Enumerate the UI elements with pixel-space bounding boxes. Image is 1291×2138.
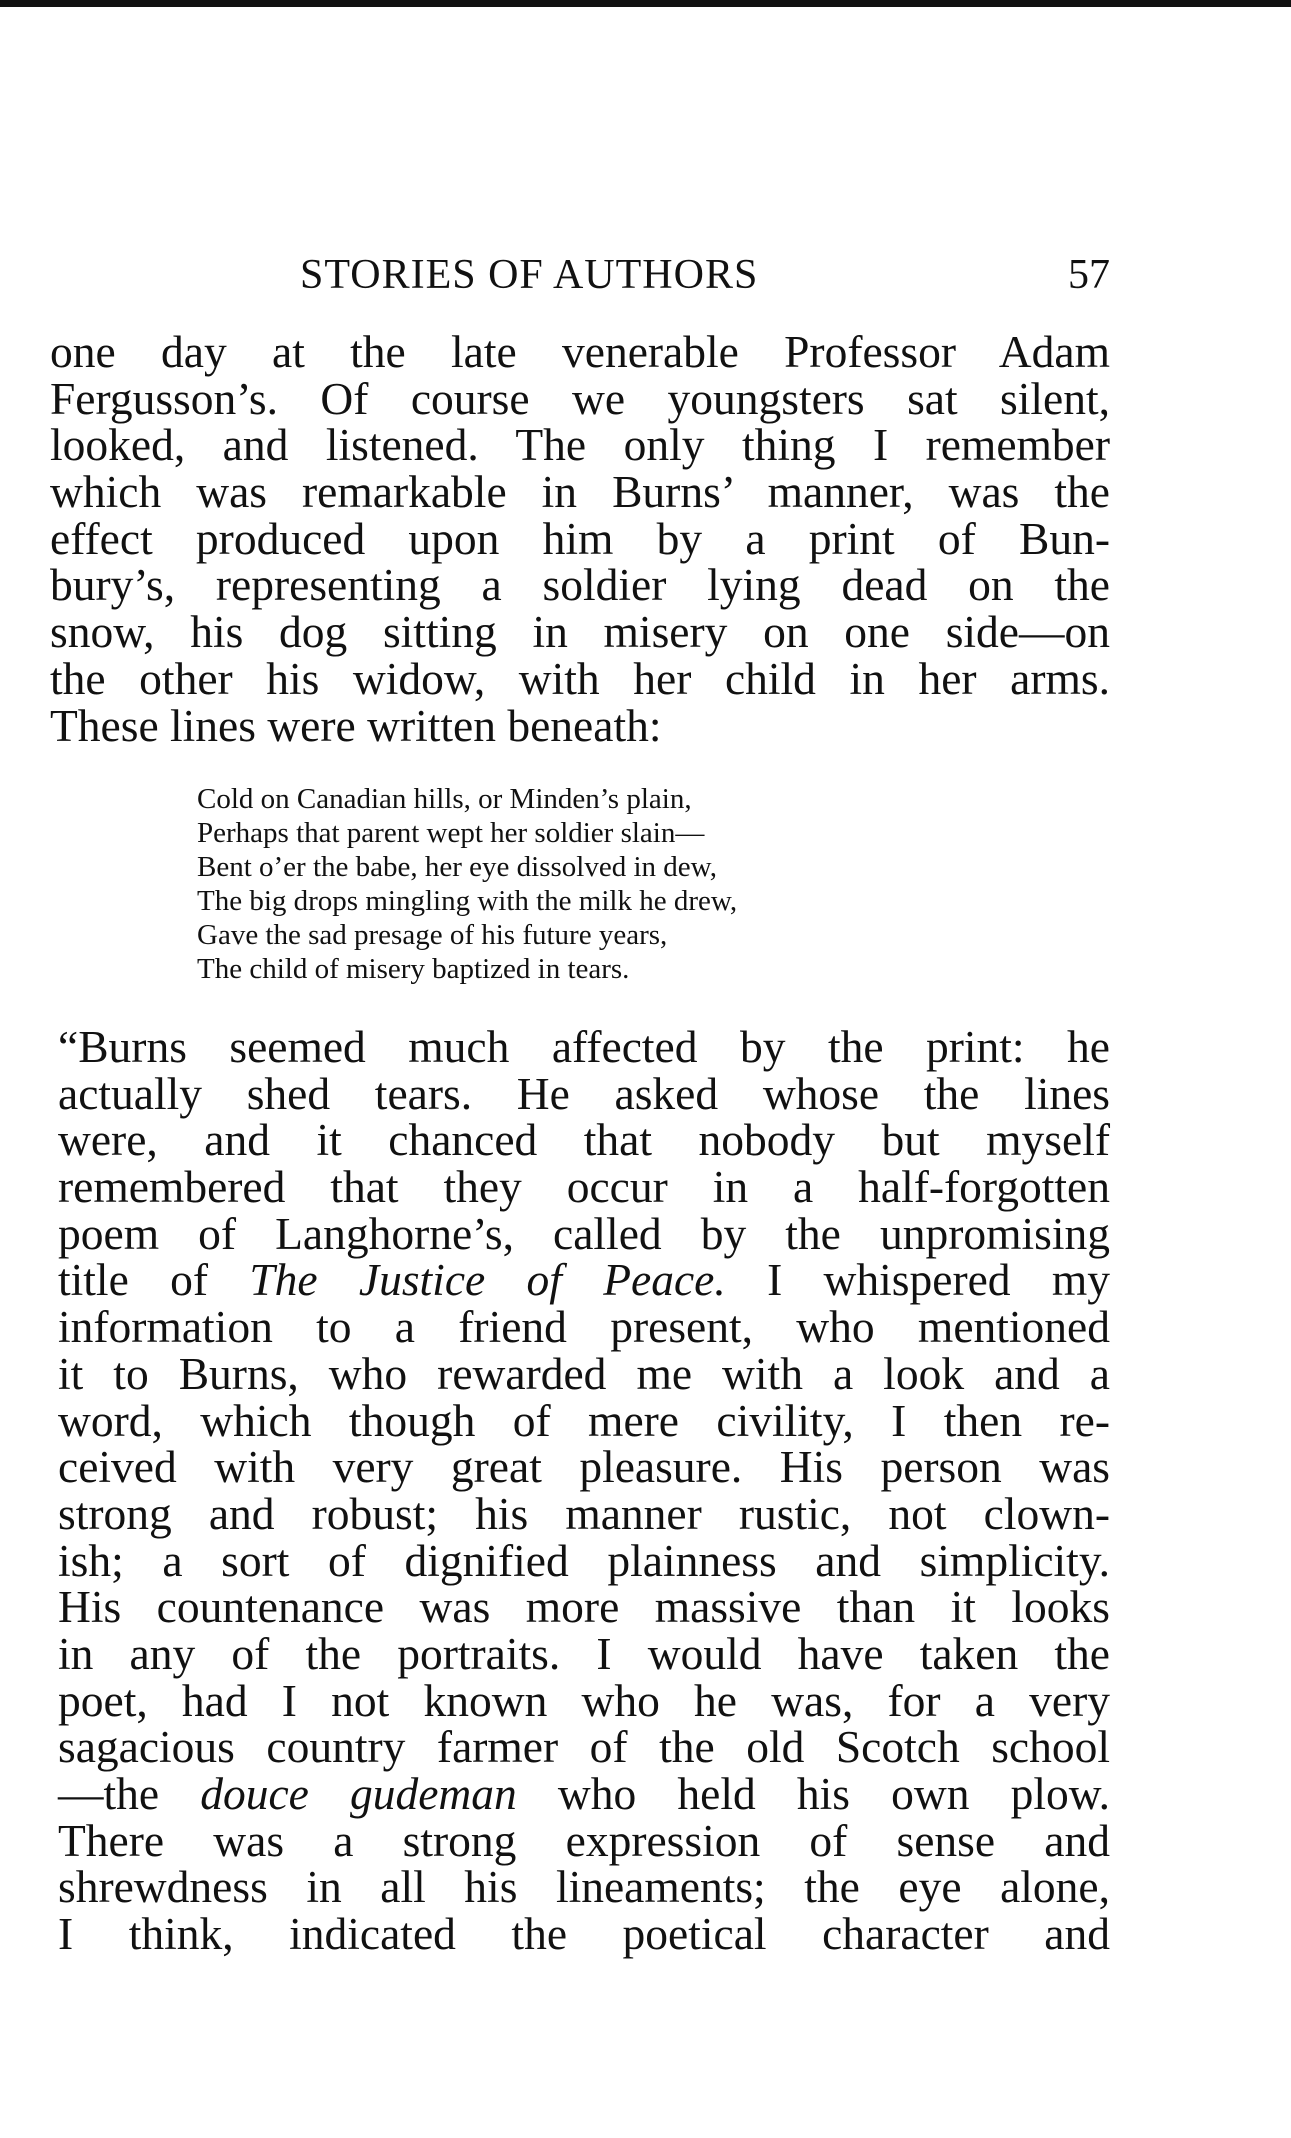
- text-line: it to Burns, who rewarded me with a look and a: [58, 1347, 1110, 1399]
- poem-quotation: [197, 782, 977, 986]
- text-line: which was remarkable in Burns’ manner, was the: [50, 466, 1110, 518]
- poem-line: The child of misery baptized in tears.: [197, 953, 630, 985]
- line-text: —the: [58, 1768, 201, 1819]
- page-number: 57: [1068, 252, 1110, 298]
- line-text: I whispered my: [725, 1254, 1110, 1306]
- text-line: I think, indicated the poetical character and: [58, 1908, 1110, 1960]
- italic-title: The Justice of Peace.: [249, 1254, 726, 1306]
- text-line: the other his widow, with her child in her arms.: [50, 652, 1110, 704]
- text-line: remembered that they occur in a half-forgotten: [58, 1161, 1110, 1213]
- poem-line: Perhaps that parent wept her soldier slain—: [197, 817, 705, 849]
- text-line: snow, his dog sitting in misery on one side—on: [50, 606, 1110, 658]
- text-line: There was a strong expression of sense and: [58, 1814, 1110, 1866]
- text-line-with-italic: [58, 1768, 1110, 1819]
- text-line: information to a friend present, who mentioned: [58, 1301, 1110, 1353]
- text-line: strong and robust; his manner rustic, not clown-: [58, 1487, 1110, 1539]
- text-line: shrewdness in all his lineaments; the eye alone,: [58, 1861, 1110, 1913]
- poem-line: Gave the sad presage of his future years,: [197, 919, 668, 951]
- line-text: title of: [58, 1254, 250, 1306]
- text-line: Fergusson’s. Of course we youngsters sat silent,: [50, 372, 1110, 424]
- text-line-with-italic: [58, 1254, 1110, 1306]
- text-line: These lines were written beneath:: [50, 699, 662, 751]
- text-line: looked, and listened. The only thing I remember: [50, 419, 1110, 471]
- text-line: ceived with very great pleasure. His person was: [58, 1441, 1110, 1493]
- italic-phrase: douce gudeman: [200, 1768, 517, 1819]
- line-text: who held his own plow.: [516, 1768, 1110, 1819]
- text-line: word, which though of mere civility, I then re-: [58, 1394, 1110, 1446]
- text-line: effect produced upon him by a print of Bun-: [50, 512, 1110, 564]
- text-line: actually shed tears. He asked whose the lines: [58, 1067, 1110, 1119]
- text-line: in any of the portraits. I would have taken the: [58, 1627, 1110, 1679]
- text-line: poet, had I not known who he was, for a very: [58, 1674, 1110, 1726]
- text-line: poem of Langhorne’s, called by the unpromising: [58, 1207, 1110, 1259]
- poem-line: Cold on Canadian hills, or Minden’s plain,: [197, 783, 692, 815]
- paragraph-1: [50, 326, 1110, 751]
- top-edge-rule: [0, 0, 1291, 7]
- text-line: His countenance was more massive than it looks: [58, 1581, 1110, 1633]
- text-line: one day at the late venerable Professor Adam: [50, 326, 1110, 377]
- page-header: [300, 250, 1110, 300]
- text-line: ish; a sort of dignified plainness and simplicity.: [58, 1534, 1110, 1586]
- poem-line: Bent o’er the babe, her eye dissolved in dew,: [197, 851, 717, 883]
- text-line: bury’s, representing a soldier lying dead on the: [50, 559, 1110, 611]
- text-line: “Burns seemed much affected by the print: he: [58, 1021, 1110, 1072]
- poem-line: The big drops mingling with the milk he drew,: [197, 885, 738, 917]
- text-line: sagacious country farmer of the old Scotch school: [58, 1721, 1110, 1773]
- running-title: STORIES OF AUTHORS: [300, 252, 759, 298]
- paragraph-2: [58, 1021, 1110, 1960]
- text-line: were, and it chanced that nobody but myself: [58, 1114, 1110, 1166]
